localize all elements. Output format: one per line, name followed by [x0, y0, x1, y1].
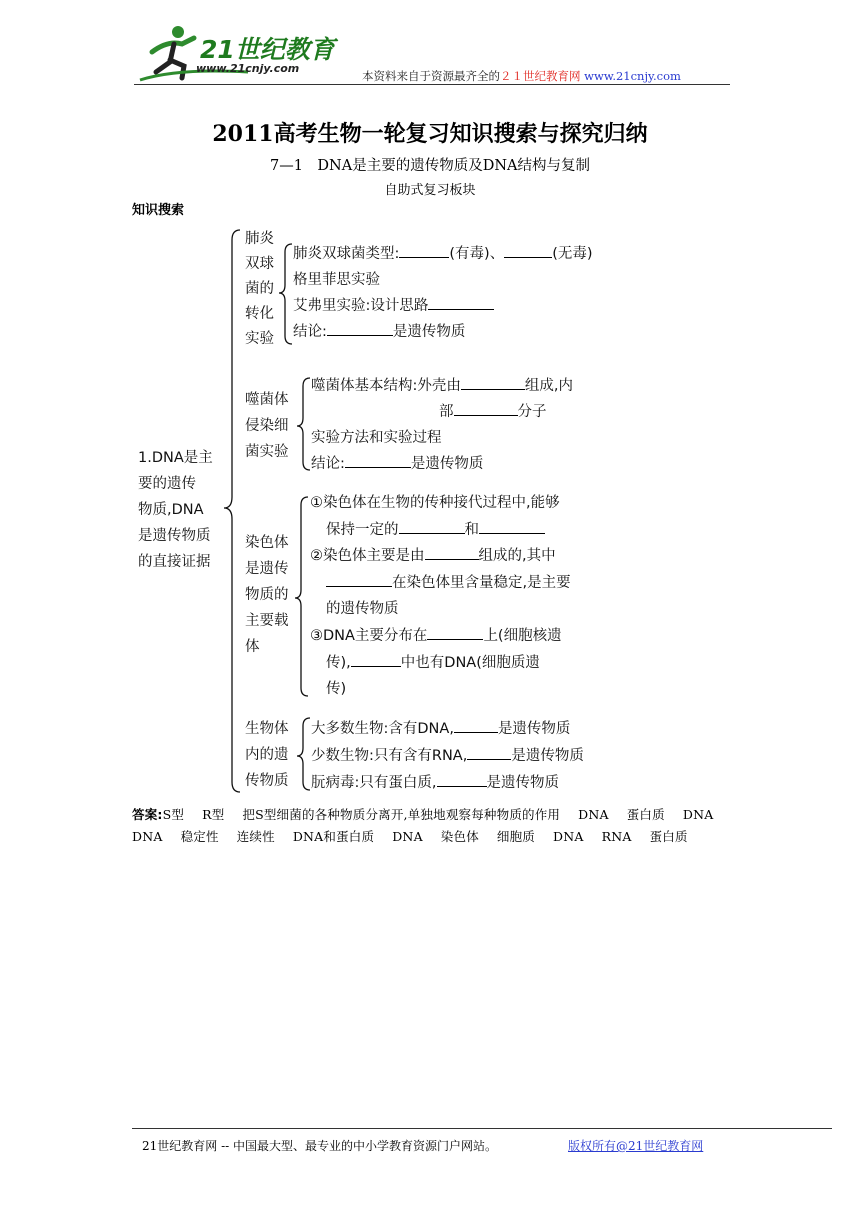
page-subtitle: 7—1 DNA是主要的遗传物质及DNA结构与复制: [269, 158, 591, 174]
answer-label: 答案:: [132, 807, 163, 822]
page-title: 2011高考生物一轮复习知识搜索与探究归纳: [212, 121, 648, 147]
knowledge-label: 知识搜索: [132, 203, 185, 218]
branch4-items: 大多数生物:含有DNA, 是遗传物质 少数生物:只有含有RNA, 是遗传物质 朊病毒:只有蛋白质, 是遗传物质: [311, 721, 584, 791]
branch4-label: 生物体 内的遗 传物质: [245, 721, 289, 789]
footer-divider: [132, 1128, 832, 1129]
answer-block: 答案:S型 R型 把S型细菌的各种物质分离开,单独地观察每种物质的作用 DNA 蛋白质 DNADNA 稳定性 连续性 DNA和蛋白质 DNA 染色体 细胞质 DNA RNA 蛋白质: [132, 807, 714, 844]
branch3-label: 染色体 是遗传 物质的 主要载 体: [245, 535, 289, 655]
header-note: 本资料来自于资源最齐全的２１世纪教育网 www.21cnjy.com: [362, 69, 681, 83]
branch2-label: 噬菌体 侵染细 菌实验: [245, 392, 289, 460]
section-title: 自助式复习板块: [384, 183, 476, 198]
branch3-items: ①染色体在生物的传种接代过程中,能够 保持一定的 和 ②染色体主要是由 组成的,其中 在染色体里含量稳定,是主要 的遗传物质 ③DNA主要分布在 上(细胞核遗 传), 中也有DNA(细胞质遗 传): [310, 495, 571, 698]
diagram-root: 1.DNA是主 要的遗传 物质,DNA 是遗传物质 的直接证据: [138, 450, 213, 570]
logo-text: 21世纪教育: [200, 35, 335, 64]
footer-copyright-link[interactable]: 版权所有@21世纪教育网: [568, 1139, 704, 1153]
branch1-items: 肺炎双球菌类型: (有毒)、 (无毒) 格里菲思实验 艾弗里实验:设计思路 结论: 是遗传物质: [293, 246, 593, 340]
header-url-link[interactable]: www.21cnjy.com: [584, 69, 681, 83]
header-site-name[interactable]: ２１世纪教育网: [500, 69, 581, 83]
branch2-items: 噬菌体基本结构:外壳由 组成,内 部 分子 实验方法和实验过程 结论: 是遗传物质: [311, 378, 573, 472]
logo-url: www.21cnjy.com: [196, 62, 300, 75]
branch1-label: 肺炎 双球 菌的 转化 实验: [245, 231, 274, 347]
footer-text: 21世纪教育网 -- 中国最大型、最专业的中小学教育资源门户网站。: [142, 1139, 498, 1153]
